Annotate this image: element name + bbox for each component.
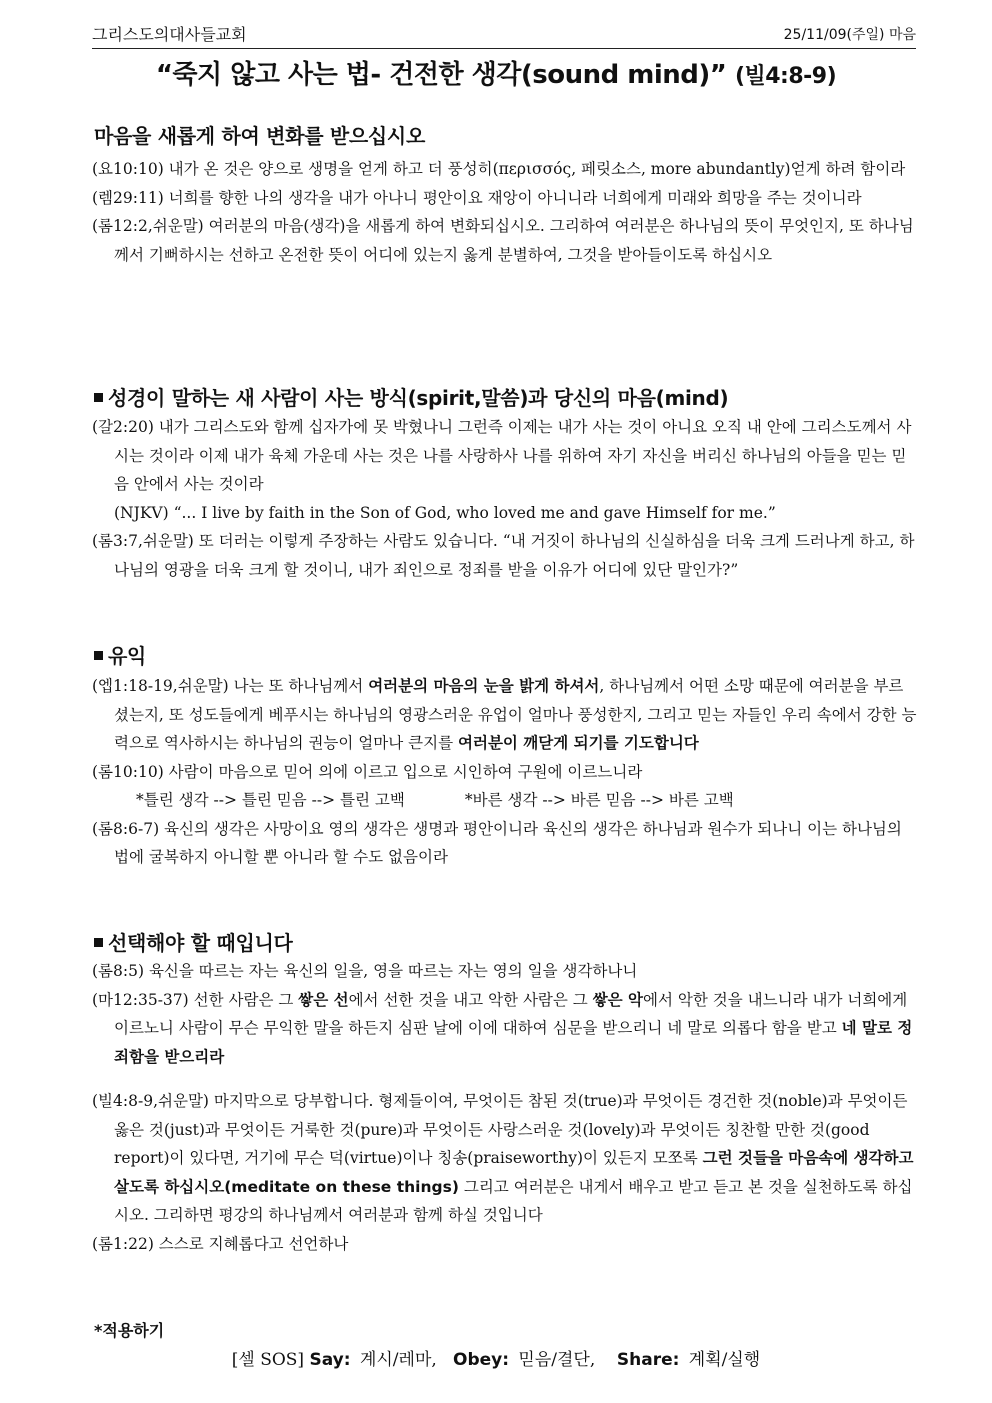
section-heading: 마음을 새롭게 하여 변화를 받으십시오 xyxy=(94,124,425,148)
apply-label: *적용하기 xyxy=(94,1321,165,1340)
verse-emphasis: 쌓은 선 xyxy=(298,990,349,1009)
verse-emphasis: 네 말로 정죄함을 받으리라 xyxy=(114,1019,913,1066)
sermon-date: 25/11/09(주일) 마음 xyxy=(783,27,916,43)
verse xyxy=(92,672,918,758)
verse: (롬1:22) 스스로 지혜롭다고 선언하나 xyxy=(92,1234,349,1253)
square-bullet-icon xyxy=(94,651,103,660)
verse-english: (NJKV) “... I live by faith in the Son of God, who loved me and gave Himself for me.” xyxy=(114,503,776,522)
verse: (롬10:10) 사람이 마음으로 믿어 의에 이르고 입으로 시인하여 구원에 이르느니라 xyxy=(92,762,643,781)
verse-text: 에서 악한 것을 내느니라 내가 너희에게 이르노니 사람이 무슨 무익한 말을 하든지 심판 날에 이에 대하여 심문을 받으리니 네 말로 의롭다 함을 받고 xyxy=(114,990,908,1037)
section-body xyxy=(92,1087,918,1258)
section-body xyxy=(92,957,918,1071)
verse: (요10:10) 내가 온 것은 양으로 생명을 얻게 하고 더 풍성히(περισσός, 페릿소스, more abundantly)얻게 하려 함이라 xyxy=(92,160,906,178)
sos-line xyxy=(0,1345,992,1370)
verse-text: 그리고 여러분은 내게서 배우고 받고 듣고 본 것을 실천하도록 하십시오. 그리하면 평강의 하나님께서 여러분과 함께 하실 것입니다 xyxy=(114,1177,913,1224)
verse: (갈2:20) 내가 그리스도와 함께 십자가에 못 박혔나니 그런즉 이제는 내가 사는 것이 아니요 오직 내 안에 그리스도께서 사시는 것이라 이제 내가 육체 가운데 사는 것은 나를 사랑하사 나를 위하여 자기 자신을 버리신 하나님의 아들을 믿는 믿음 안에서 사는 것이라 xyxy=(92,418,912,493)
note-wrong: *틀린 생각 --> 틀린 믿음 --> 틀린 고백 xyxy=(136,791,405,809)
verse: (롬8:6-7) 육신의 생각은 사망이요 영의 생각은 생명과 평안이니라 육신의 생각은 하나님과 원수가 되나니 이는 하나님의 법에 굴복하지 아니할 뿐 아니라 할 수도 없음이라 xyxy=(92,819,902,866)
verse-text: (빌4:8-9,쉬운말) 마지막으로 당부합니다. 형제들이여, 무엇이든 참된 것(true)과 무엇이든 경건한 것(noble)과 무엇이든 옳은 것(just)과 무엇이든 거룩한 것(pure)과 무엇이든 사랑스러운 것(lovely)과 무엇이든 칭찬할 만한 것(good report)이 있다면, 거기에 무슨 덕(virtue)이나 칭송(praiseworthy)이 있든지 모쪼록 xyxy=(92,1092,908,1167)
church-name: 그리스도의대사들교회 xyxy=(92,25,247,44)
section-body xyxy=(92,672,918,872)
verse-text: , 하나님께서 어떤 소망 때문에 여러분을 부르셨는지, 또 성도들에게 베푸시는 하나님의 영광스러운 유업이 얼마나 풍성한지, 그리고 믿는 자들인 우리 속에서 강한 능력으로 역사하시는 하나님의 권능이 얼마나 큰지를 xyxy=(114,677,917,752)
verse: (롬12:2,쉬운말) 여러분의 마음(생각)을 새롭게 하여 변화되십시오. 그리하여 여러분은 하나님의 뜻이 무엇인지, 또 하나님께서 기뻐하시는 선하고 온전한 뜻이 어디에 있는지 옳게 분별하여, 그것을 받아들이도록 하십시오 xyxy=(92,217,914,264)
verse: (롬8:5) 육신을 따르는 자는 육신의 일을, 영을 따르는 자는 영의 일을 생각하나니 xyxy=(92,962,638,980)
verse xyxy=(92,986,918,1072)
verse-text: 에서 선한 것을 내고 악한 사람은 그 xyxy=(348,990,593,1009)
sos-obey-value: 믿음/결단, xyxy=(513,1350,617,1370)
title-reference: (빌4:8-9) xyxy=(734,64,837,89)
square-bullet-icon xyxy=(94,393,103,402)
verse xyxy=(92,1087,918,1230)
heading-text: 선택해야 할 때입니다 xyxy=(108,931,293,955)
sos-open: [셀 SOS] xyxy=(231,1350,310,1370)
page-header xyxy=(92,18,916,49)
section-heading xyxy=(94,382,728,411)
section-heading xyxy=(94,927,293,956)
section-heading xyxy=(94,640,146,669)
heading-text: 유익 xyxy=(108,644,147,668)
sos-share-value: 계획/실행 xyxy=(683,1350,761,1370)
verse-emphasis: 그런 것들을 마음속에 생각하고 살도록 하십시오(meditate on these things) xyxy=(114,1149,914,1196)
title-main: “죽지 않고 사는 법- 건전한 생각(sound mind)” xyxy=(155,60,727,90)
verse: (렘29:11) 너희를 향한 나의 생각을 내가 아나니 평안이요 재앙이 아니니라 너희에게 미래와 희망을 주는 것이니라 xyxy=(92,188,862,207)
verse-text: (마12:35-37) 선한 사람은 그 xyxy=(92,990,299,1009)
sermon-title xyxy=(0,54,992,91)
note-line xyxy=(92,786,918,815)
verse-text: (엡1:18-19,쉬운말) 나는 또 하나님께서 xyxy=(92,677,369,695)
verse-emphasis: 여러분의 마음의 눈을 밝게 하셔서 xyxy=(368,677,600,695)
section-body xyxy=(92,413,918,584)
note-right: *바른 생각 --> 바른 믿음 --> 바른 고백 xyxy=(464,791,734,809)
verse-emphasis: 여러분이 깨닫게 되기를 기도합니다 xyxy=(458,734,699,752)
sos-obey-key: Obey: xyxy=(453,1350,510,1370)
section-body xyxy=(92,155,918,269)
heading-text: 성경이 말하는 새 사람이 사는 방식(spirit,말씀)과 당신의 마음(mind) xyxy=(108,386,729,410)
verse: (롬3:7,쉬운말) 또 더러는 이렇게 주장하는 사람도 있습니다. “내 거짓이 하나님의 신실하심을 더욱 크게 드러나게 하고, 하나님의 영광을 더욱 크게 할 것이니, 내가 죄인으로 정죄를 받을 이유가 어디에 있단 말인가?” xyxy=(92,532,915,579)
sos-share-key: Share: xyxy=(616,1350,680,1370)
sos-say-value: 계시/레마, xyxy=(354,1350,453,1370)
square-bullet-icon xyxy=(94,938,103,947)
sos-say-key: Say: xyxy=(309,1350,351,1370)
verse-emphasis: 쌓은 악 xyxy=(592,990,644,1009)
